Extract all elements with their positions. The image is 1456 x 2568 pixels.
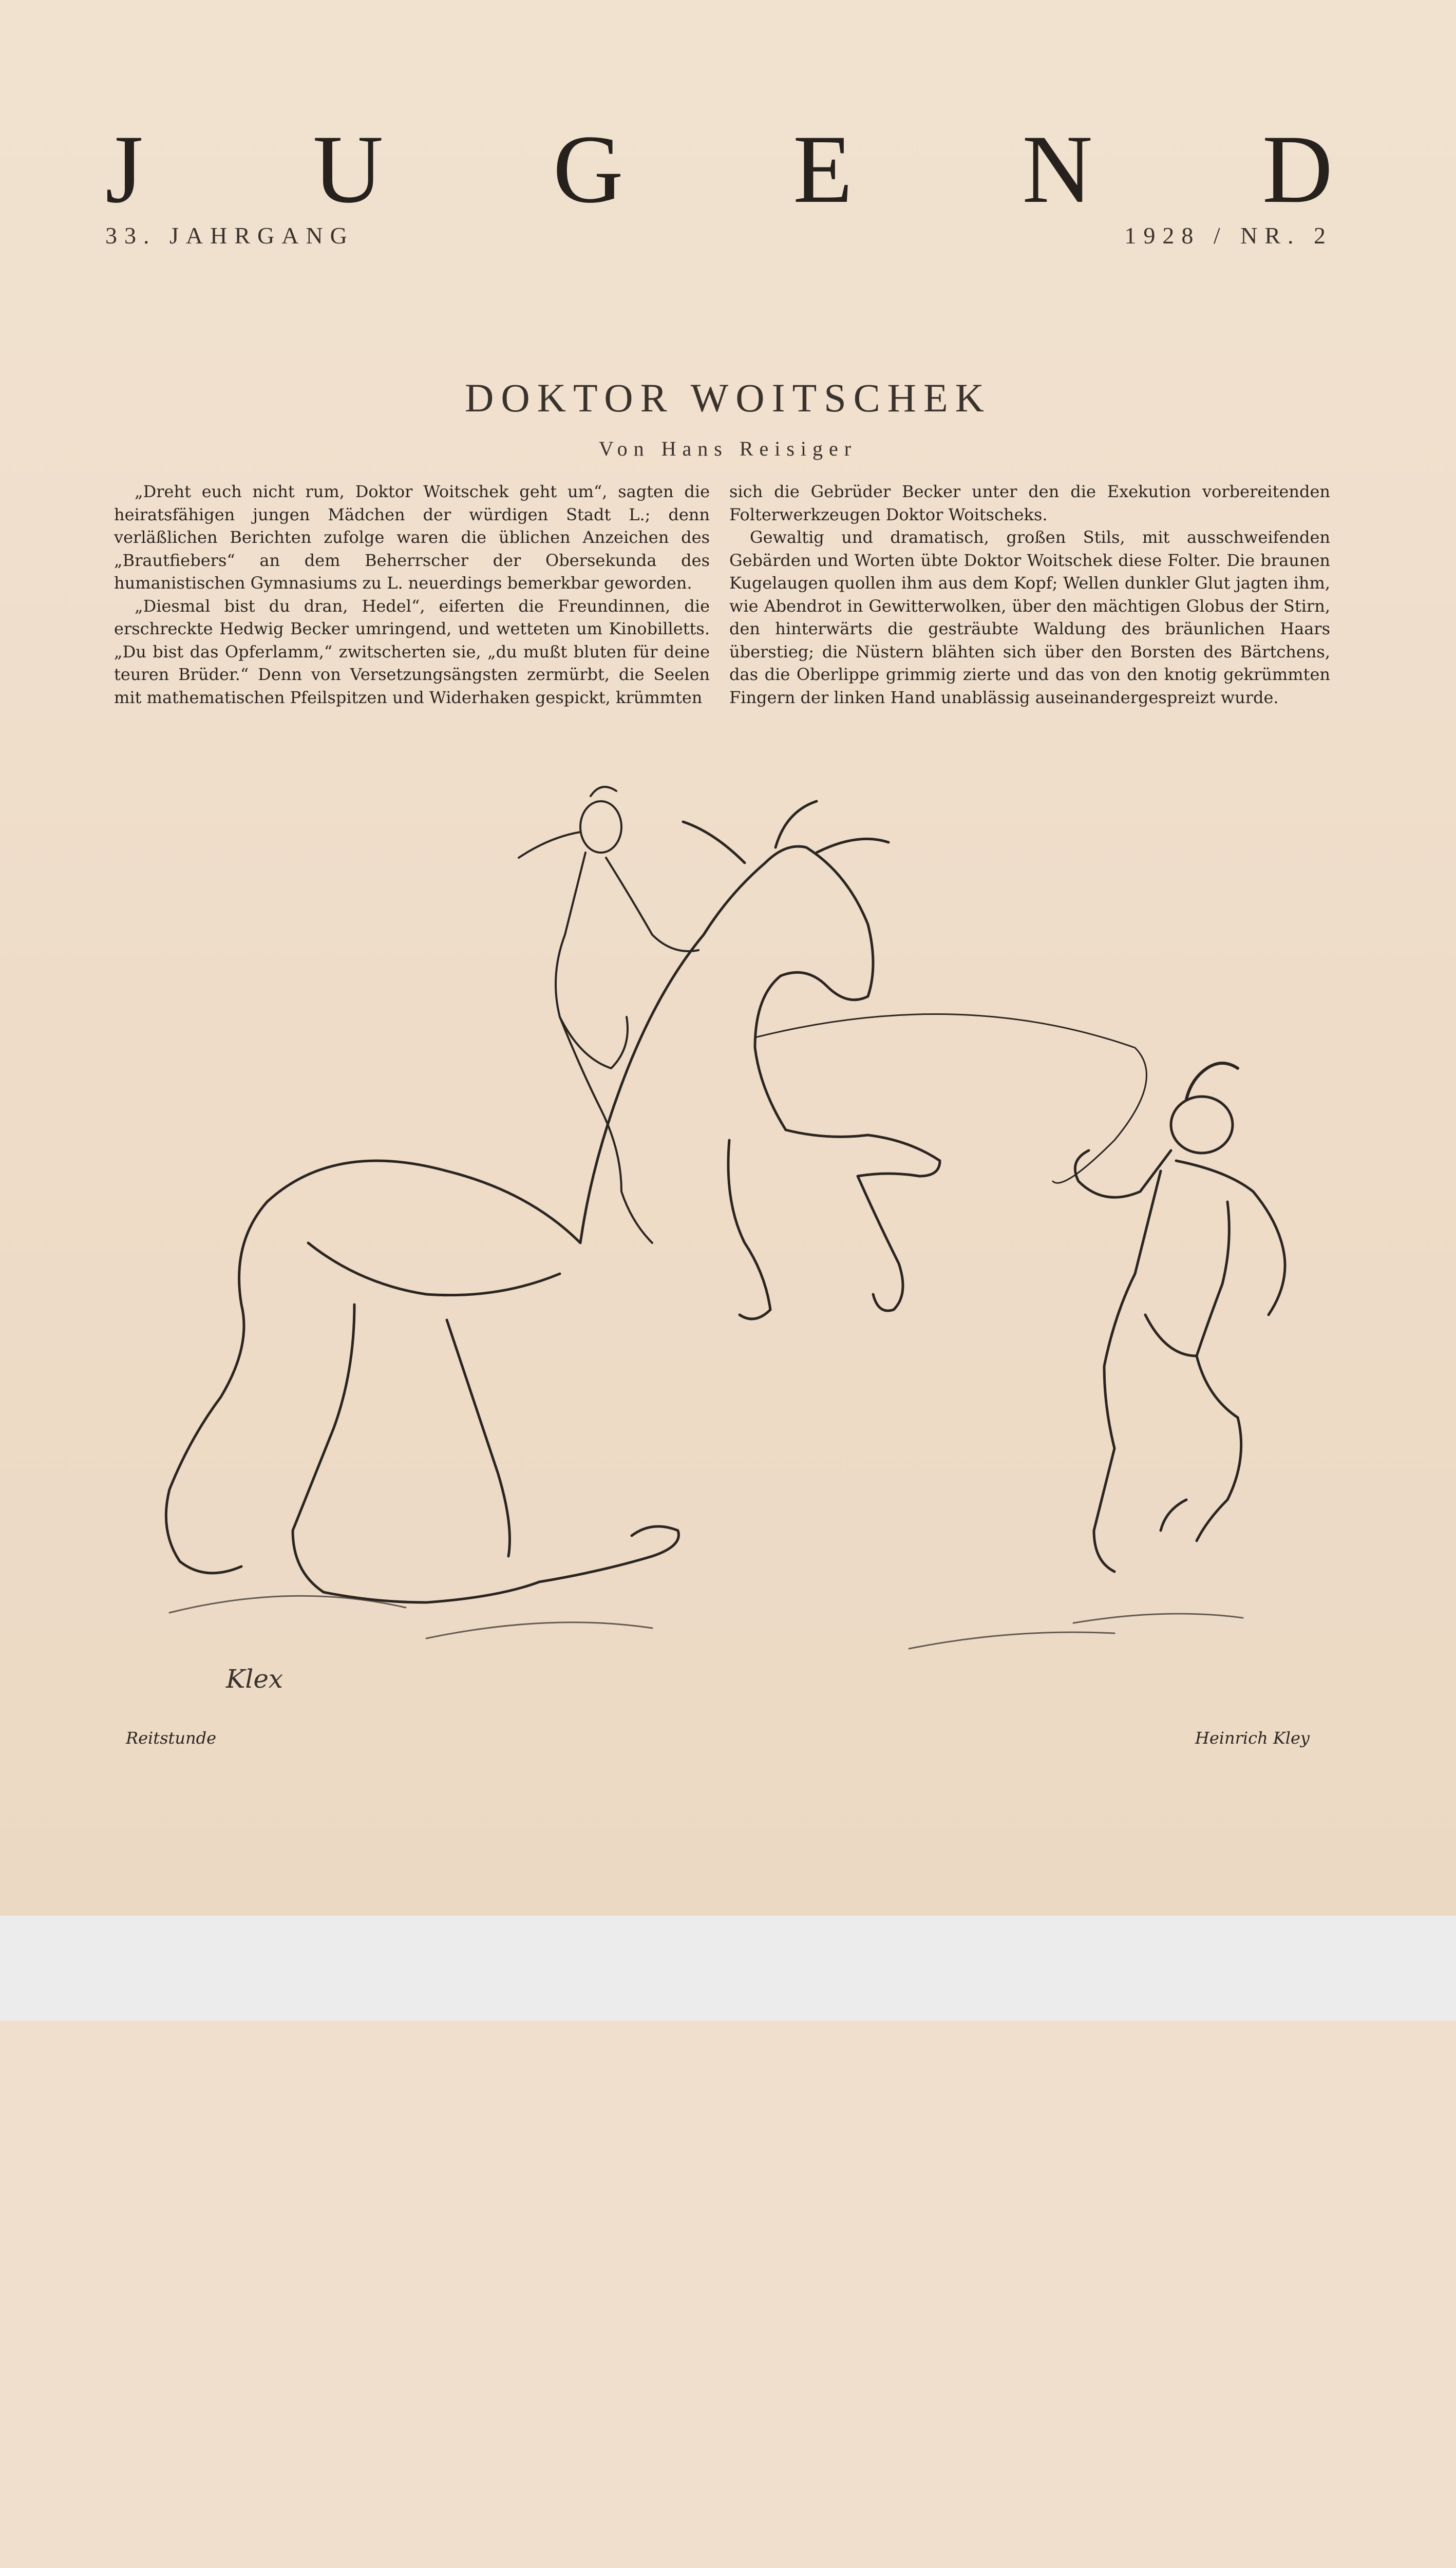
masthead <box>105 118 1333 221</box>
masthead-letter: J <box>105 116 143 223</box>
illustration-caption: Reitstunde <box>126 1728 217 1748</box>
viewer-footer <box>0 1916 1456 2021</box>
ground-strokes <box>169 1596 1243 1649</box>
illustration-credit: Heinrich Kley <box>1195 1728 1310 1748</box>
paragraph: „Dreht euch nicht rum, Doktor Woitschek geht um“, sagten die heiratsfähigen jungen Mädchen der würdigen Stadt L.; denn verläßlichen Berichten zufolge waren die üblichen Anzeichen des „Brautfiebers“ an dem Beherrscher der Obersekunda des humanistischen Gymnasiums zu L. neuerdings bemerkbar geworden. <box>114 482 710 593</box>
rider-drawing <box>519 787 698 1243</box>
article-byline: Von Hans Reisiger <box>598 437 858 460</box>
text-column-left <box>114 480 710 709</box>
artist-signature: Klex <box>226 1664 283 1694</box>
masthead-letter: G <box>553 116 623 223</box>
masthead-letter: D <box>1262 116 1333 223</box>
paragraph: Gewaltig und dramatisch, großen Stils, mit ausschweifenden Gebärden und Worten übte Doktor Woitschek diese Folter. Die braunen Kugelaugen quollen ihm aus dem Kopf; Wellen dunkler Glut jagten ihm, wie Abendrot in Gewitterwolken, über den mächtigen Globus der Stirn, den hinterwärts die gesträubte Waldung des bräunlichen Haars überstieg; die Nüstern blähten sich über den Borsten des Bärtchens, das die Oberlippe grimmig zierte und das von den knotig gekrümmten Fingern der linken Hand unablässig auseinandergespreizt wurde. <box>729 527 1330 707</box>
text-column-right <box>729 480 1330 709</box>
volume-label: 33. JAHRGANG <box>105 222 354 249</box>
paragraph: „Diesmal bist du dran, Hedel“, eiferten die Freundinnen, die erschreckte Hedwig Becker umringend, und wetteten um Kinobilletts. „Du bist das Opferlamm,“ zwitscherten sie, „du mußt bluten für deine teuren Brüder.“ Denn von Versetzungsängsten zermürbt, die Seelen mit mathematischen Pfeilspitzen und Widerhaken gespickt, krümmten <box>114 596 710 707</box>
ink-drawing-illustration <box>139 781 1335 1654</box>
masthead-letter: N <box>1022 116 1093 223</box>
article-title: DOKTOR WOITSCHEK <box>465 375 991 420</box>
horse-drawing <box>166 801 940 1602</box>
whip-line <box>755 1014 1147 1183</box>
issue-label: 1928 / NR. 2 <box>1124 222 1333 249</box>
paragraph: sich die Gebrüder Becker unter den die Exekution vorbereitenden Folterwerkzeugen Doktor Woitscheks. <box>729 482 1330 524</box>
ringmaster-drawing <box>1075 1063 1285 1572</box>
masthead-letter: U <box>313 116 384 223</box>
masthead-letter: E <box>793 116 853 223</box>
